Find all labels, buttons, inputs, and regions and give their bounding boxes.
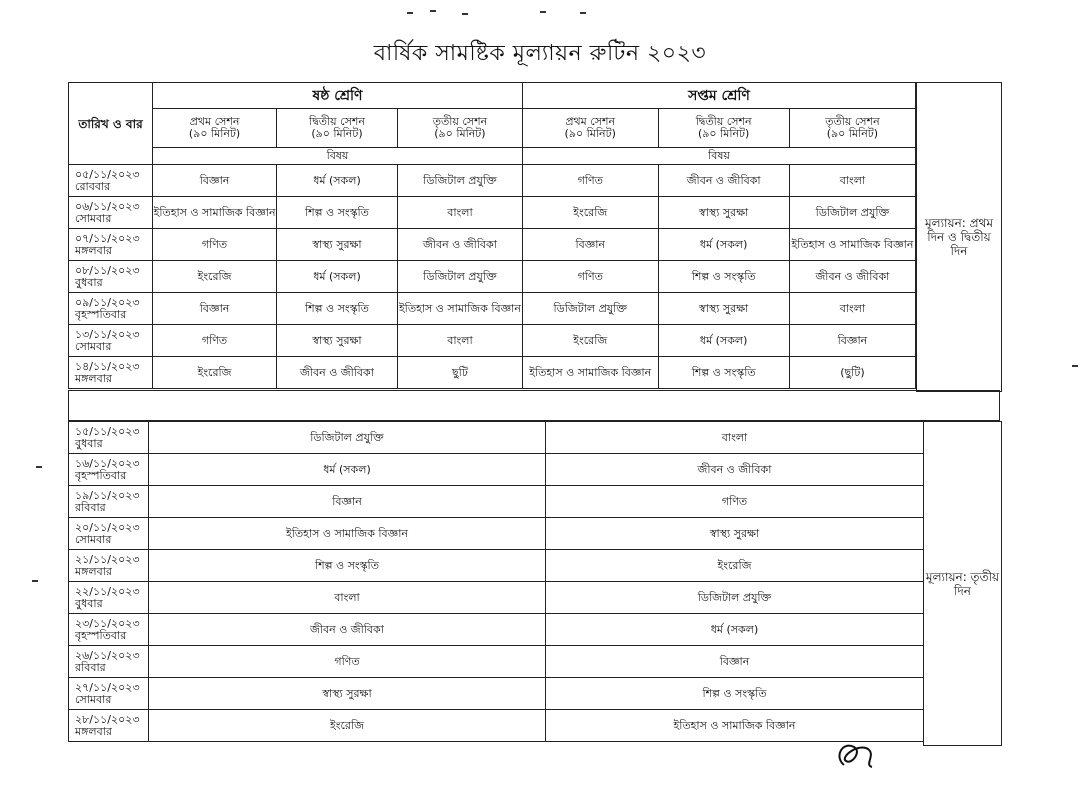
subject-cell: জীবন ও জীবিকা: [658, 165, 789, 197]
subject-cell: ইংরেজি: [522, 325, 658, 357]
page-title: বার্ষিক সামষ্টিক মূল্যায়ন রুটিন ২০২৩: [373, 41, 707, 66]
signature: [828, 735, 888, 775]
subject-cell: গণিত: [149, 646, 546, 678]
subject-cell: স্বাস্থ্য সুরক্ষা: [658, 293, 789, 325]
date-cell: ০৯/১১/২০২৩ বৃহস্পতিবার: [69, 293, 153, 325]
subject-cell: গণিত: [153, 229, 277, 261]
subject-cell: স্বাস্থ্য সুরক্ষা: [546, 518, 924, 550]
subject-cell: ডিজিটাল প্রযুক্তি: [149, 422, 546, 454]
date-cell: ০৫/১১/২০২৩ রোববার: [69, 165, 153, 197]
subject-cell: ছুটি: [397, 357, 522, 389]
date-cell: ১৪/১১/২০২৩ মঙ্গলবার: [69, 357, 153, 389]
date-cell: ১৫/১১/২০২৩ বুধবার: [69, 422, 149, 454]
subject-cell: বিজ্ঞান: [789, 325, 915, 357]
subject-cell: ইতিহাস ও সামাজিক বিজ্ঞান: [789, 229, 915, 261]
table-row: [69, 325, 916, 357]
subject-cell: গণিত: [522, 261, 658, 293]
subject-cell: ধর্ম (সকল): [546, 614, 924, 646]
table-row: [69, 518, 924, 550]
subject-cell: জীবন ও জীবিকা: [149, 614, 546, 646]
session-header: তৃতীয় সেশন (৯০ মিনিট): [397, 109, 522, 148]
table-row: [69, 678, 924, 710]
session-header: প্রথম সেশন (৯০ মিনিট): [153, 109, 277, 148]
date-cell: ১৩/১১/২০২৩ সোমবার: [69, 325, 153, 357]
date-cell: ১৯/১১/২০২৩ রবিবার: [69, 486, 149, 518]
subject-cell: বাংলা: [149, 582, 546, 614]
subject-cell: শিল্প ও সংস্কৃতি: [658, 261, 789, 293]
subject-cell: স্বাস্থ্য সুরক্ষা: [658, 197, 789, 229]
subject-cell: ধর্ম (সকল): [277, 261, 398, 293]
subject-cell: ধর্ম (সকল): [658, 325, 789, 357]
subject-cell: বিজ্ঞান: [546, 646, 924, 678]
table-row: [69, 261, 916, 293]
date-cell: ২৮/১১/২০২৩ মঙ্গলবার: [69, 710, 149, 742]
session-header: প্রথম সেশন (৯০ মিনিট): [522, 109, 658, 148]
side-note-2: মূল্যায়ন: তৃতীয় দিন: [923, 421, 1002, 746]
table-row: [69, 550, 924, 582]
subject-cell: ইংরেজি: [153, 261, 277, 293]
table-row: [69, 582, 924, 614]
subject-cell: বাংলা: [397, 325, 522, 357]
subject-cell: শিল্প ও সংস্কৃতি: [277, 293, 398, 325]
subject-cell: ধর্ম (সকল): [658, 229, 789, 261]
table-row: [69, 422, 924, 454]
table-row: [69, 710, 924, 742]
table-row: [69, 614, 924, 646]
date-cell: ২২/১১/২০২৩ বুধবার: [69, 582, 149, 614]
subject-header: বিষয়: [522, 148, 915, 165]
subject-cell: ধর্ম (সকল): [149, 454, 546, 486]
subject-cell: স্বাস্থ্য সুরক্ষা: [277, 229, 398, 261]
table-row: [69, 197, 916, 229]
subject-cell: (ছুটি): [789, 357, 915, 389]
subject-cell: বাংলা: [789, 165, 915, 197]
subject-cell: ইতিহাস ও সামাজিক বিজ্ঞান: [397, 293, 522, 325]
date-cell: ২৩/১১/২০২৩ বৃহস্পতিবার: [69, 614, 149, 646]
subject-cell: ইংরেজি: [153, 357, 277, 389]
subject-header: বিষয়: [153, 148, 523, 165]
date-cell: ২৭/১১/২০২৩ সোমবার: [69, 678, 149, 710]
table-row: [69, 229, 916, 261]
subject-cell: ইতিহাস ও সামাজিক বিজ্ঞান: [149, 518, 546, 550]
table-row: [69, 293, 916, 325]
subject-cell: শিল্প ও সংস্কৃতি: [546, 678, 924, 710]
subject-cell: ইতিহাস ও সামাজিক বিজ্ঞান: [522, 357, 658, 389]
subject-cell: গণিত: [522, 165, 658, 197]
date-cell: ১৬/১১/২০২৩ বৃহস্পতিবার: [69, 454, 149, 486]
subject-cell: বাংলা: [546, 422, 924, 454]
subject-cell: গণিত: [153, 325, 277, 357]
subject-cell: বাংলা: [789, 293, 915, 325]
table-row: [69, 486, 924, 518]
subject-cell: ডিজিটাল প্রযুক্তি: [397, 261, 522, 293]
subject-cell: ইতিহাস ও সামাজিক বিজ্ঞান: [153, 197, 277, 229]
subject-cell: ডিজিটাল প্রযুক্তি: [522, 293, 658, 325]
date-cell: ০৭/১১/২০২৩ মঙ্গলবার: [69, 229, 153, 261]
subject-cell: স্বাস্থ্য সুরক্ষা: [149, 678, 546, 710]
subject-cell: জীবন ও জীবিকা: [789, 261, 915, 293]
subject-cell: ধর্ম (সকল): [277, 165, 398, 197]
date-cell: ২১/১১/২০২৩ মঙ্গলবার: [69, 550, 149, 582]
subject-cell: ডিজিটাল প্রযুক্তি: [789, 197, 915, 229]
subject-cell: জীবন ও জীবিকা: [546, 454, 924, 486]
subject-cell: ইংরেজি: [546, 550, 924, 582]
subject-cell: ডিজিটাল প্রযুক্তি: [397, 165, 522, 197]
subject-cell: বিজ্ঞান: [149, 486, 546, 518]
subject-cell: স্বাস্থ্য সুরক্ষা: [277, 325, 398, 357]
table-row: [69, 165, 916, 197]
subject-cell: বাংলা: [397, 197, 522, 229]
date-cell: ০৮/১১/২০২৩ বুধবার: [69, 261, 153, 293]
date-cell: ২৬/১১/২০২৩ রবিবার: [69, 646, 149, 678]
session-header: তৃতীয় সেশন (৯০ মিনিট): [789, 109, 915, 148]
subject-cell: জীবন ও জীবিকা: [397, 229, 522, 261]
side-note-1: মূল্যায়ন: প্রথম দিন ও দ্বিতীয় দিন: [916, 82, 1002, 392]
routine-table-part2: [68, 421, 924, 742]
table-row: [69, 646, 924, 678]
subject-cell: বিজ্ঞান: [153, 165, 277, 197]
subject-cell: বিজ্ঞান: [522, 229, 658, 261]
table-row: [69, 357, 916, 389]
subject-cell: ইতিহাস ও সামাজিক বিজ্ঞান: [546, 710, 924, 742]
separator-row: [68, 390, 1000, 421]
subject-cell: ইংরেজি: [149, 710, 546, 742]
table-row: [69, 454, 924, 486]
subject-cell: শিল্প ও সংস্কৃতি: [658, 357, 789, 389]
subject-cell: গণিত: [546, 486, 924, 518]
session-header: দ্বিতীয় সেশন (৯০ মিনিট): [277, 109, 398, 148]
subject-cell: জীবন ও জীবিকা: [277, 357, 398, 389]
date-cell: ২০/১১/২০২৩ সোমবার: [69, 518, 149, 550]
subject-cell: শিল্প ও সংস্কৃতি: [277, 197, 398, 229]
subject-cell: বিজ্ঞান: [153, 293, 277, 325]
subject-cell: শিল্প ও সংস্কৃতি: [149, 550, 546, 582]
routine-table-part1: [68, 82, 916, 389]
subject-cell: ইংরেজি: [522, 197, 658, 229]
date-cell: ০৬/১১/২০২৩ সোমবার: [69, 197, 153, 229]
class7-header: সপ্তম শ্রেণি: [522, 83, 915, 109]
subject-cell: ডিজিটাল প্রযুক্তি: [546, 582, 924, 614]
date-day-header: তারিখ ও বার: [69, 83, 153, 165]
class6-header: ষষ্ঠ শ্রেণি: [153, 83, 523, 109]
session-header: দ্বিতীয় সেশন (৯০ মিনিট): [658, 109, 789, 148]
